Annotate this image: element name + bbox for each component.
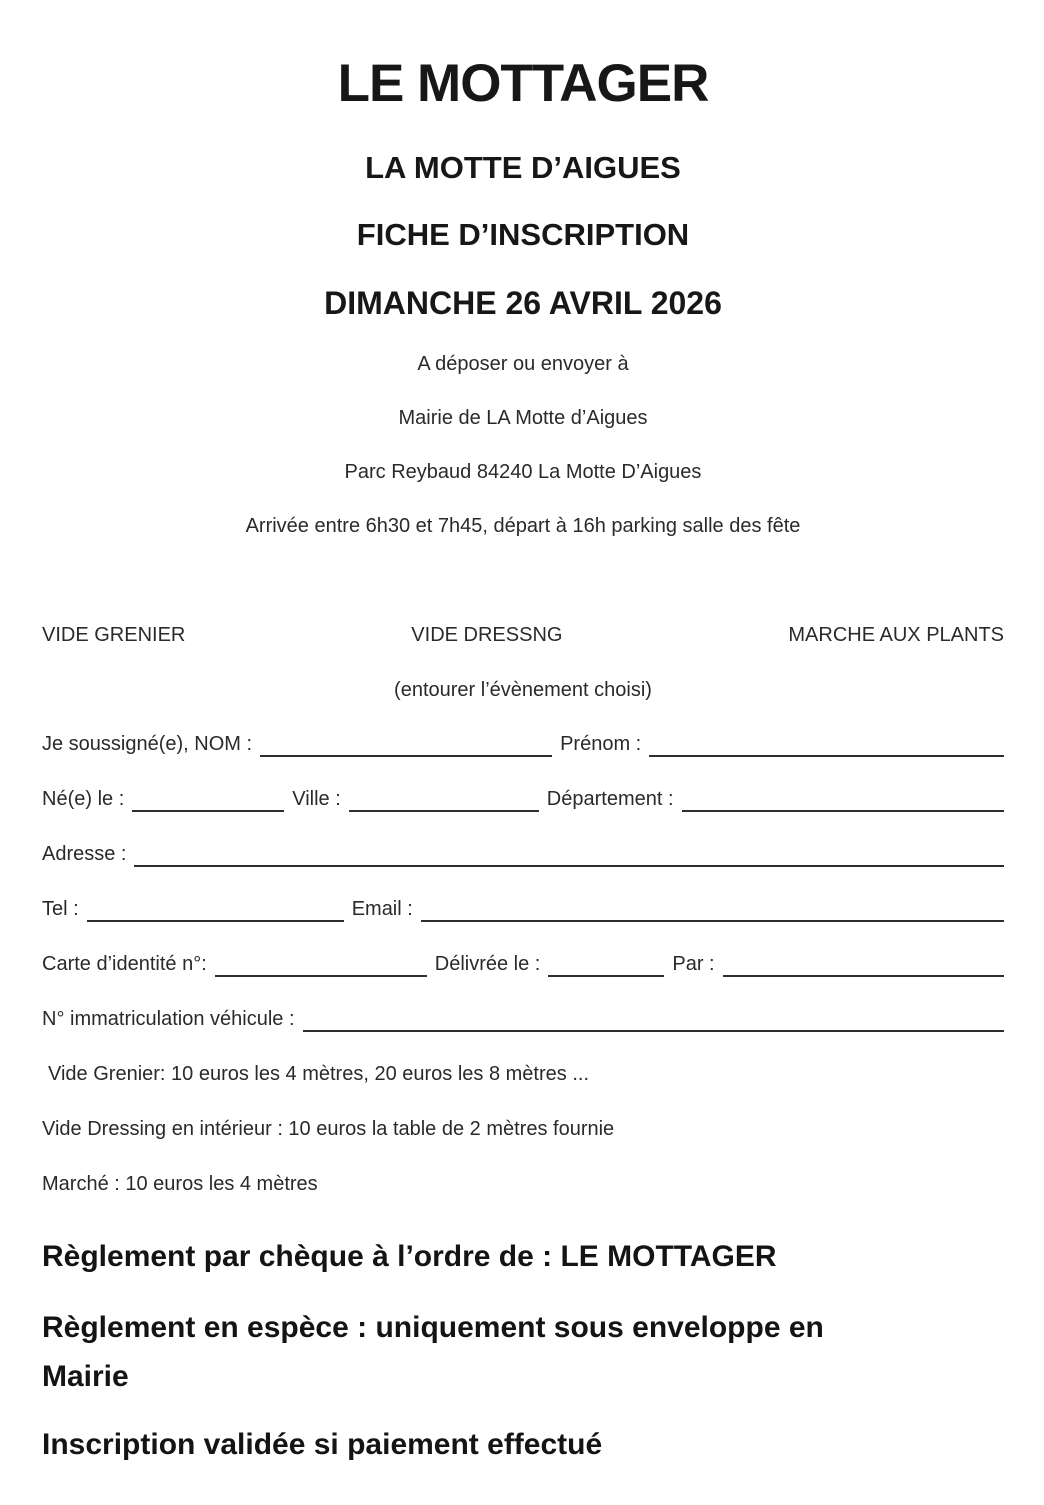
event-option-marche-aux-plants: MARCHE AUX PLANTS xyxy=(788,624,1004,647)
delivree-le-label: Délivrée le : xyxy=(434,953,541,976)
carte-identite-blank-field xyxy=(215,971,427,977)
payment-validation-statement: Inscription validée si paiement effectué xyxy=(42,1428,603,1462)
circle-event-instruction: (entourer l’évènement choisi) xyxy=(394,679,652,702)
payment-cash-line1: Règlement en espèce : uniquement sous enveloppe en xyxy=(42,1311,824,1345)
payment-cash-line2: Mairie xyxy=(42,1359,129,1393)
delivree-le-blank-field xyxy=(548,971,664,977)
email-blank-field xyxy=(421,916,1004,922)
birthdate-label: Né(e) le : xyxy=(42,788,125,811)
prenom-blank-field xyxy=(649,751,1004,757)
payment-cash-statement xyxy=(42,1304,1004,1401)
par-blank-field xyxy=(723,971,1004,977)
departement-label: Département : xyxy=(546,788,674,811)
event-options-row xyxy=(42,623,1004,647)
departement-blank-field xyxy=(682,806,1004,812)
event-option-vide-grenier: VIDE GRENIER xyxy=(42,624,186,647)
ville-label: Ville : xyxy=(292,788,341,811)
adresse-blank-field xyxy=(134,861,1004,867)
tel-blank-field xyxy=(87,916,344,922)
page-title: LE MOTTAGER xyxy=(337,54,709,113)
immatriculation-label: N° immatriculation véhicule : xyxy=(42,1008,295,1031)
adresse-label: Adresse : xyxy=(42,843,127,866)
form-row-contact xyxy=(42,897,1004,922)
pricing-vide-dressing: Vide Dressing en intérieur : 10 euros la table de 2 mètres fournie xyxy=(42,1118,615,1141)
email-label: Email : xyxy=(351,898,413,921)
prenom-label: Prénom : xyxy=(560,733,642,756)
form-row-id-card xyxy=(42,952,1004,977)
ville-blank-field xyxy=(349,806,539,812)
pricing-vide-grenier: Vide Grenier: 10 euros les 4 mètres, 20 euros les 8 mètres ... xyxy=(48,1063,589,1086)
birthdate-blank-field xyxy=(132,806,284,812)
pricing-marche: Marché : 10 euros les 4 mètres xyxy=(42,1173,318,1196)
intro-address-line: Parc Reybaud 84240 La Motte D’Aigues xyxy=(344,461,702,484)
carte-identite-label: Carte d’identité n°: xyxy=(42,953,207,976)
tel-label: Tel : xyxy=(42,898,79,921)
subtitle-document-type: FICHE D’INSCRIPTION xyxy=(356,217,690,253)
intro-schedule-line: Arrivée entre 6h30 et 7h45, départ à 16h parking salle des fête xyxy=(245,515,801,538)
nom-blank-field xyxy=(260,751,552,757)
event-option-vide-dressing: VIDE DRESSNG xyxy=(411,624,563,647)
nom-label: Je soussigné(e), NOM : xyxy=(42,733,253,756)
payment-cheque-statement: Règlement par chèque à l’ordre de : LE MOTTAGER xyxy=(42,1240,777,1274)
subtitle-place: LA MOTTE D’AIGUES xyxy=(365,150,681,186)
immatriculation-blank-field xyxy=(303,1026,1004,1032)
form-row-birth xyxy=(42,787,1004,812)
form-row-address xyxy=(42,842,1004,867)
intro-section xyxy=(42,352,1004,538)
form-row-name xyxy=(42,732,1004,757)
subtitle-event-date: DIMANCHE 26 AVRIL 2026 xyxy=(324,284,722,321)
par-label: Par : xyxy=(672,953,715,976)
form-row-vehicle xyxy=(42,1007,1004,1032)
intro-deposit-line: A déposer ou envoyer à xyxy=(417,353,629,376)
pricing-section xyxy=(42,1062,1004,1197)
intro-mairie-line: Mairie de LA Motte d’Aigues xyxy=(398,407,648,430)
